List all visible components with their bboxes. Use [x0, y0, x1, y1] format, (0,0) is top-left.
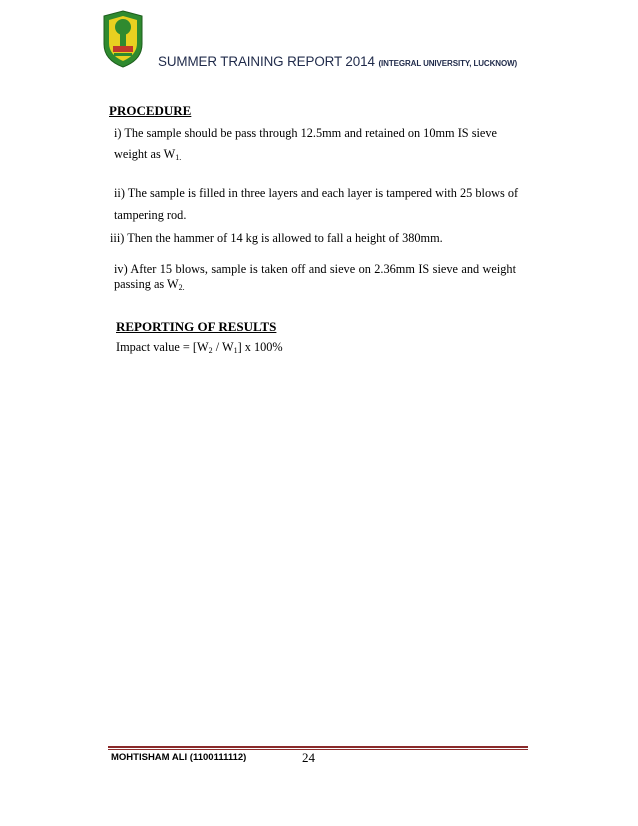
procedure-heading: PROCEDURE: [109, 103, 192, 118]
procedure-step-1-line-1: i) The sample should be pass through 12.5mm and retained on 10mm IS sieve: [114, 126, 497, 140]
step-1-subscript: 1.: [175, 153, 182, 162]
formula-part-b: / W: [212, 340, 234, 354]
header-title-text: SUMMER TRAINING REPORT 2014: [158, 54, 375, 69]
page-number: 24: [302, 750, 315, 765]
report-header: [158, 54, 517, 69]
step-4-text: passing as W: [114, 277, 179, 291]
formula-subscript-1: 1: [233, 346, 238, 355]
footer-author: MOHTISHAM ALI (1100111112): [111, 752, 247, 763]
step-4-subscript: 2.: [178, 283, 185, 292]
procedure-step-2-line-1: ii) The sample is filled in three layers and each layer is tampered with 25 blows of: [114, 186, 519, 200]
formula-part-a: Impact value = [W: [116, 340, 209, 354]
procedure-step-1-line-2: [114, 147, 181, 162]
footer-divider-thin: [108, 749, 528, 750]
procedure-step-4-line-1: iv) After 15 blows, sample is taken off and sieve on 2.36mm IS sieve and weight: [114, 262, 516, 276]
formula-part-c: ] x 100%: [237, 340, 283, 354]
procedure-step-3: iii) Then the hammer of 14 kg is allowed to fall a height of 380mm.: [110, 231, 443, 245]
university-logo: [100, 10, 146, 68]
formula-subscript-2: 2: [208, 346, 213, 355]
procedure-step-2-line-2: tampering rod.: [114, 208, 187, 222]
header-subtitle: (INTEGRAL UNIVERSITY, LUCKNOW): [378, 59, 518, 68]
procedure-step-4-line-2: [114, 277, 185, 292]
impact-value-formula: [116, 340, 283, 355]
step-1-text: weight as W: [114, 147, 176, 161]
results-heading: REPORTING OF RESULTS: [116, 319, 277, 334]
footer-divider: [108, 746, 528, 748]
